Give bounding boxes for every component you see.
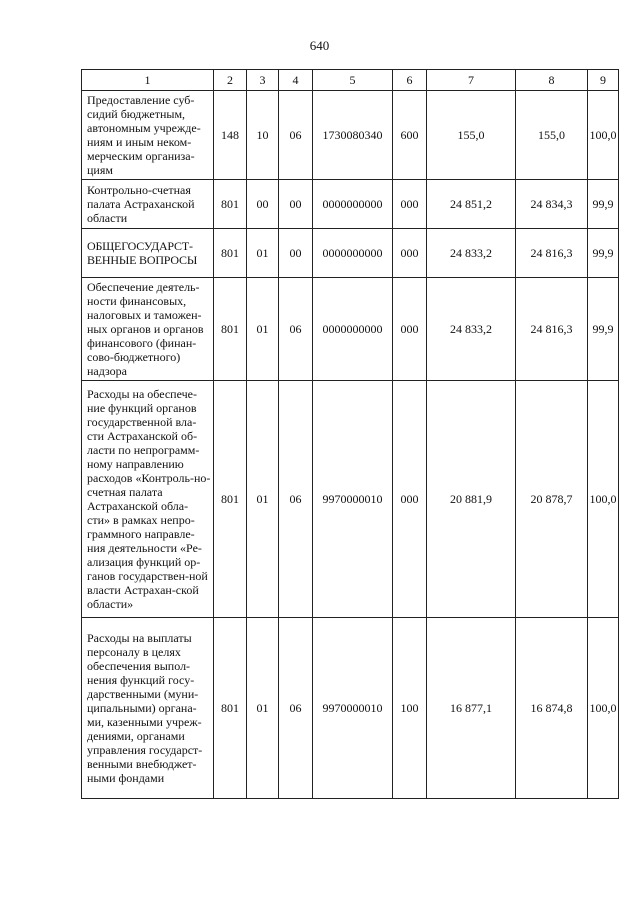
cell-col-8: 20 878,7 [516, 381, 588, 618]
cell-col-3: 00 [247, 180, 279, 229]
header-col-1: 1 [82, 70, 214, 91]
cell-col-9: 100,0 [588, 381, 619, 618]
cell-col-4: 00 [279, 180, 313, 229]
cell-col-7: 155,0 [427, 91, 516, 180]
cell-col-6: 600 [393, 91, 427, 180]
cell-col-5: 9970000010 [313, 381, 393, 618]
cell-col-3: 01 [247, 381, 279, 618]
cell-col-6: 000 [393, 180, 427, 229]
cell-col-3: 10 [247, 91, 279, 180]
cell-col-9: 100,0 [588, 618, 619, 799]
row-name: Расходы на выплаты персоналу в целях обеспечения выпол-нения функций госу-дарственными (муни-ципальными) органа-ми, казенными учреж-дениями, органами управления государст-венными внебюджет-ными фондами [82, 618, 214, 799]
table-row [82, 180, 619, 229]
cell-col-4: 06 [279, 278, 313, 381]
budget-table [81, 69, 619, 799]
header-col-7: 7 [427, 70, 516, 91]
row-name: Обеспечение деятель-ности финансовых, налоговых и таможен-ных органов и органов финансового (финан-сово-бюджетного) надзора [82, 278, 214, 381]
cell-col-9: 99,9 [588, 180, 619, 229]
header-row [82, 70, 619, 91]
cell-col-2: 148 [214, 91, 247, 180]
table-row [82, 278, 619, 381]
cell-col-4: 06 [279, 91, 313, 180]
cell-col-7: 24 833,2 [427, 229, 516, 278]
cell-col-5: 9970000010 [313, 618, 393, 799]
cell-col-7: 24 833,2 [427, 278, 516, 381]
row-name: Предоставление суб-сидий бюджетным, автономным учрежде-ниям и иным неком-мерческим организа-циям [82, 91, 214, 180]
cell-col-2: 801 [214, 381, 247, 618]
cell-col-9: 99,9 [588, 229, 619, 278]
table-row [82, 229, 619, 278]
cell-col-3: 01 [247, 618, 279, 799]
cell-col-5: 0000000000 [313, 229, 393, 278]
cell-col-2: 801 [214, 618, 247, 799]
header-col-8: 8 [516, 70, 588, 91]
cell-col-8: 24 834,3 [516, 180, 588, 229]
cell-col-2: 801 [214, 180, 247, 229]
header-col-4: 4 [279, 70, 313, 91]
cell-col-5: 1730080340 [313, 91, 393, 180]
cell-col-9: 100,0 [588, 91, 619, 180]
cell-col-6: 000 [393, 229, 427, 278]
cell-col-7: 24 851,2 [427, 180, 516, 229]
cell-col-9: 99,9 [588, 278, 619, 381]
cell-col-8: 24 816,3 [516, 229, 588, 278]
cell-col-2: 801 [214, 278, 247, 381]
row-name: ОБЩЕГОСУДАРСТ-ВЕННЫЕ ВОПРОСЫ [82, 229, 214, 278]
cell-col-4: 00 [279, 229, 313, 278]
row-name: Расходы на обеспече-ние функций органов государственной вла-сти Астраханской об-ласти по непрограмм-ному направлению расходов «Контроль-но-счетная палата Астраханской обла-сти» в рамках непро-граммного направле-ния деятельности «Ре-ализация функций ор-ганов государствен-ной власти Астрахан-ской области» [82, 381, 214, 618]
page-number: 640 [309, 38, 330, 53]
cell-col-8: 155,0 [516, 91, 588, 180]
cell-col-5: 0000000000 [313, 180, 393, 229]
cell-col-6: 000 [393, 278, 427, 381]
table-row [82, 91, 619, 180]
cell-col-4: 06 [279, 381, 313, 618]
cell-col-3: 01 [247, 229, 279, 278]
cell-col-8: 24 816,3 [516, 278, 588, 381]
header-col-3: 3 [247, 70, 279, 91]
row-name: Контрольно-счетная палата Астраханской области [82, 180, 214, 229]
cell-col-3: 01 [247, 278, 279, 381]
cell-col-6: 100 [393, 618, 427, 799]
cell-col-7: 20 881,9 [427, 381, 516, 618]
header-col-5: 5 [313, 70, 393, 91]
cell-col-6: 000 [393, 381, 427, 618]
cell-col-2: 801 [214, 229, 247, 278]
header-col-2: 2 [214, 70, 247, 91]
table-row [82, 381, 619, 618]
cell-col-4: 06 [279, 618, 313, 799]
cell-col-8: 16 874,8 [516, 618, 588, 799]
cell-col-5: 0000000000 [313, 278, 393, 381]
table-row [82, 618, 619, 799]
header-col-9: 9 [588, 70, 619, 91]
header-col-6: 6 [393, 70, 427, 91]
cell-col-7: 16 877,1 [427, 618, 516, 799]
